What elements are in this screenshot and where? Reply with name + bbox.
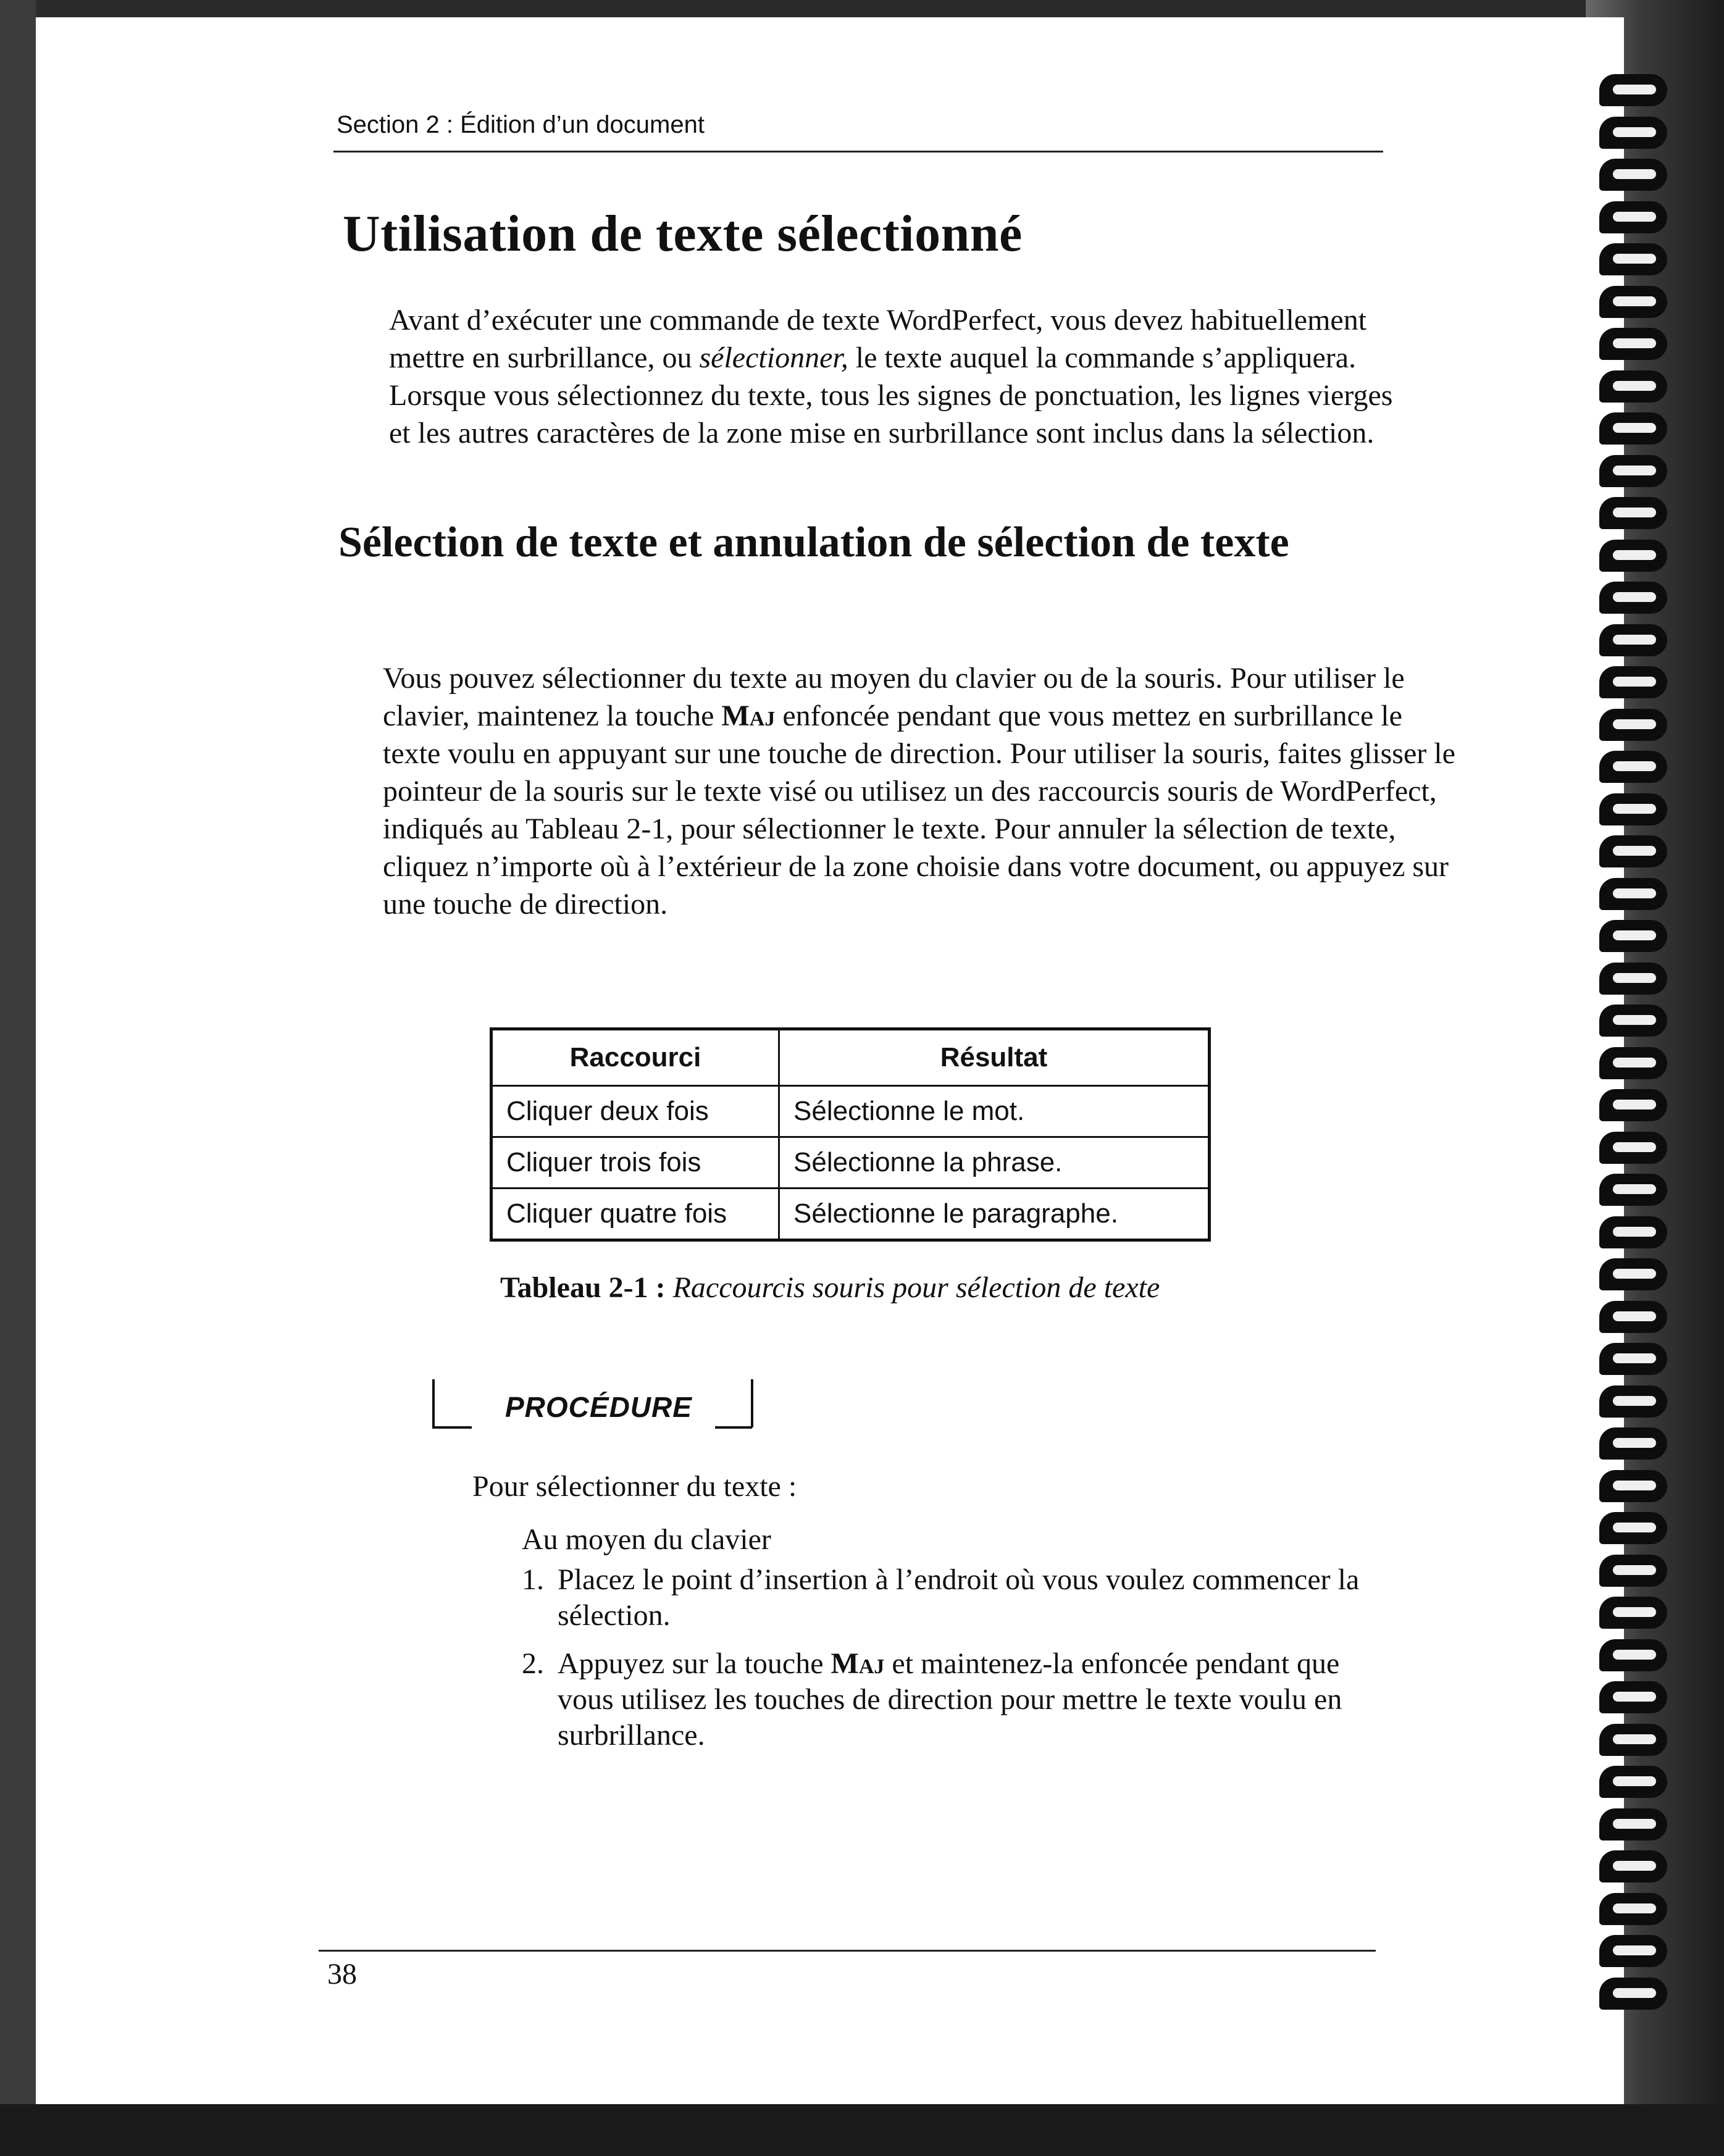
table-cell: Cliquer trois fois xyxy=(492,1137,779,1189)
binder-coil xyxy=(1599,835,1667,867)
footer-rule xyxy=(319,1950,1376,1952)
binder-coil xyxy=(1599,920,1667,952)
intro-emphasis: sélectionner, xyxy=(699,341,848,374)
binder-coil xyxy=(1599,666,1667,698)
shortcuts-table xyxy=(490,1027,1211,1242)
binder-coil xyxy=(1599,1174,1667,1206)
binder-coil xyxy=(1599,963,1667,995)
list-item: 2. Appuyez sur la touche Maj et maintenez-la enfoncée pendant que vous utilisez les touches de direction pour mettre le texte voulu en surbrillance. xyxy=(522,1647,1342,1752)
table-cell: Sélectionne le mot. xyxy=(779,1086,1210,1137)
binder-coil xyxy=(1599,1978,1667,2010)
binder-coil xyxy=(1599,1893,1667,1925)
binder-coil xyxy=(1599,1597,1667,1629)
binder-coil xyxy=(1599,243,1667,275)
body-paragraph: Vous pouvez sélectionner du texte au moyen du clavier ou de la souris. Pour utiliser le clavier, maintenez la touche Maj enfoncée pendant que vous mettez en surbrillance le texte voulu en appuyant sur une touche de direction. Pour utiliser la souris, faites glisser le pointeur de la souris sur le texte visé ou utilisez un des raccourcis souris de WordPerfect, indiqués au Tableau 2-1, pour sélectionner le texte. Pour annuler la sélection de texte, cliquez n’importe où à l’extérieur de la zone choisie dans votre document, ou appuyez sur une touche de direction. xyxy=(383,662,1455,921)
binder-coil xyxy=(1599,1005,1667,1037)
procedure-method: Au moyen du clavier xyxy=(522,1523,771,1556)
header-rule xyxy=(333,151,1383,153)
binder-coil xyxy=(1599,751,1667,783)
table-cell: Cliquer quatre fois xyxy=(492,1189,779,1240)
binder-coil xyxy=(1599,159,1667,191)
binder-coil xyxy=(1599,1639,1667,1671)
binder-coil xyxy=(1599,1427,1667,1460)
binder-coil xyxy=(1599,201,1667,233)
table-cell: Sélectionne la phrase. xyxy=(779,1137,1210,1189)
binder-coil xyxy=(1599,1301,1667,1333)
binder-coil xyxy=(1599,1216,1667,1248)
section-subheading: Sélection de texte et annulation de sélection de texte xyxy=(338,519,1289,566)
binder-coil xyxy=(1599,1681,1667,1713)
binder-coil xyxy=(1599,1850,1667,1882)
binder-coil xyxy=(1599,878,1667,910)
table-caption: Tableau 2-1 : Raccourcis souris pour sélection de texte xyxy=(500,1271,1160,1304)
binder-coil xyxy=(1599,1808,1667,1841)
table-header-row xyxy=(492,1029,1210,1086)
binder-coil xyxy=(1599,286,1667,318)
table-row xyxy=(492,1189,1210,1240)
binder-coil xyxy=(1599,455,1667,487)
binder-coil xyxy=(1599,1132,1667,1164)
binder-coil xyxy=(1599,1089,1667,1121)
binder-coil xyxy=(1599,793,1667,825)
binder-coil xyxy=(1599,1724,1667,1756)
running-header: Section 2 : Édition d’un document xyxy=(337,111,705,138)
binder-coil xyxy=(1599,709,1667,741)
binder-coil xyxy=(1599,328,1667,360)
list-item: 1. Placez le point d’insertion à l’endroit où vous voulez commencer la sélection. xyxy=(522,1563,1360,1632)
binder-coil xyxy=(1599,1512,1667,1544)
scan-left-edge xyxy=(0,0,36,2156)
binder-coil xyxy=(1599,1047,1667,1079)
procedure-label: PROCÉDURE xyxy=(505,1391,692,1423)
page-title: Utilisation de texte sélectionné xyxy=(343,205,1023,262)
key-name: Maj xyxy=(831,1647,885,1680)
binder-coil xyxy=(1599,582,1667,614)
binder-coil xyxy=(1599,412,1667,445)
table-row xyxy=(492,1086,1210,1137)
binder-coil xyxy=(1599,540,1667,572)
binder-coil xyxy=(1599,1555,1667,1587)
binder-coil xyxy=(1599,1258,1667,1290)
binder-coil xyxy=(1599,1385,1667,1418)
binder-coil xyxy=(1599,497,1667,529)
binder-coil xyxy=(1599,1766,1667,1798)
binder-coil xyxy=(1599,1935,1667,1967)
binder-coil xyxy=(1599,74,1667,106)
key-name: Maj xyxy=(721,700,776,732)
page-number: 38 xyxy=(327,1958,357,1991)
binder-coil xyxy=(1599,1343,1667,1375)
column-header: Résultat xyxy=(779,1029,1210,1086)
binder-coil xyxy=(1599,370,1667,403)
binder-coil xyxy=(1599,117,1667,149)
table-cell: Sélectionne le paragraphe. xyxy=(779,1189,1210,1240)
procedure-intro: Pour sélectionner du texte : xyxy=(472,1470,797,1503)
intro-paragraph: Avant d’exécuter une commande de texte WordPerfect, vous devez habituellement mettre en surbrillance, ou sélectionner, le texte auquel la commande s’appliquera. Lorsque vous sélectionnez du texte, tous les signes de ponctuation, les lignes vierges et les autres caractères de la zone mise en surbrillance sont inclus dans la sélection. xyxy=(389,304,1393,449)
binder-coil xyxy=(1599,1470,1667,1502)
scan-bottom-edge xyxy=(0,2104,1724,2156)
column-header: Raccourci xyxy=(492,1029,779,1086)
table-row xyxy=(492,1137,1210,1189)
procedure-steps xyxy=(522,1562,1362,1766)
procedure-box xyxy=(432,1379,753,1429)
binder-coil xyxy=(1599,624,1667,656)
table-cell: Cliquer deux fois xyxy=(492,1086,779,1137)
